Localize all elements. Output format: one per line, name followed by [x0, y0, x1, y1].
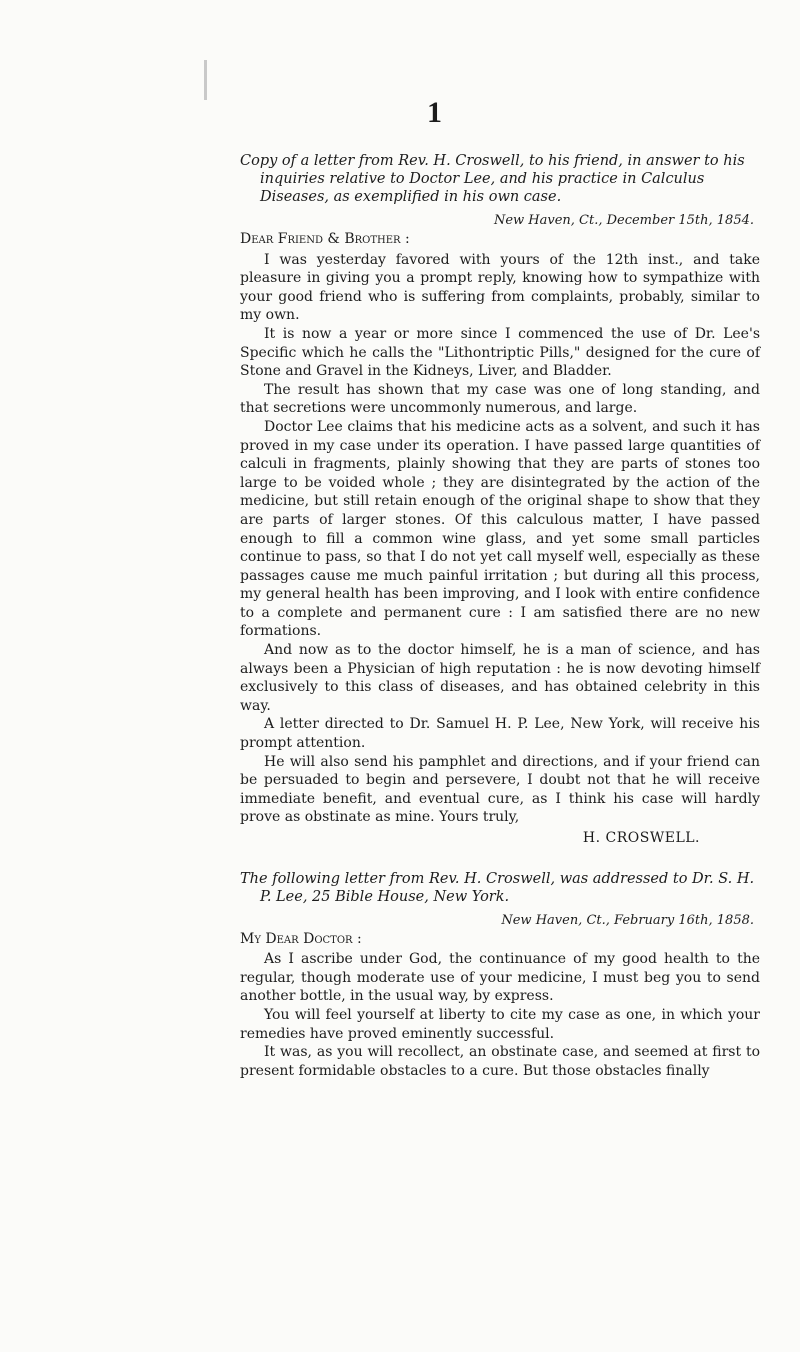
letter1-paragraph: Doctor Lee claims that his medicine acts as a solvent, and such it has proved in my case under its operation. I have passed large quantities of calculi in fragments, plainly showing that they are parts of stones too large to be voided whole ; they are disintegrated by the action of the medicine, but still retain enough of the original shape to show that they are parts of larger stones. Of this calculous matter, I have passed enough to fill a common wine glass, and yet some small particles continue to pass, so that I do not yet call myself well, especially as these passages cause me much painful irritation ; but during all this process, my general health has been improving, and I look with entire confidence to a complete and permanent cure : I am satisfied there are no new formations.: [240, 418, 760, 640]
letter1-paragraph: I was yesterday favored with yours of the 12th inst., and take pleasure in giving you a prompt reply, knowing how to sympathize with your good friend who is suffering from complaints, probably, similar to my own.: [240, 251, 760, 324]
text-column: [240, 152, 760, 1080]
letter1-paragraph: And now as to the doctor himself, he is a man of science, and has always been a Physician of high reputation : he is now devoting himself exclusively to this class of diseases, and has obtained celebrity in this way.: [240, 642, 760, 714]
letter2-paragraph: You will feel yourself at liberty to cite my case as one, in which your remedies have proved eminently successful.: [240, 1006, 760, 1042]
letter1-paragraph: The result has shown that my case was one of long standing, and that secretions were uncommonly numerous, and large.: [240, 381, 760, 417]
letter1-heading: Copy of a letter from Rev. H. Croswell, to his friend, in answer to his inquiries relative to Doctor Lee, and his practice in Calculus Diseases, as exemplified in his own case.: [240, 153, 745, 205]
letter1-paragraph: A letter directed to Dr. Samuel H. P. Lee, New York, will receive his prompt attention.: [240, 716, 760, 752]
letter2-heading: The following letter from Rev. H. Croswell, was addressed to Dr. S. H. P. Lee, 25 Bible House, New York.: [240, 870, 755, 905]
page-number: 1: [427, 96, 442, 129]
letter2-paragraph: It was, as you will recollect, an obstinate case, and seemed at first to present formidable obstacles to a cure. But those obstacles finally: [240, 1044, 760, 1079]
letter2-paragraph: As I ascribe under God, the continuance of my good health to the regular, though moderate use of your medicine, I must beg you to send another bottle, in the usual way, by express.: [240, 951, 760, 1005]
page-edge-mark: [204, 60, 207, 100]
letter2-salutation: My Dear Doctor :: [240, 930, 362, 947]
letter1-salutation: Dear Friend & Brother :: [240, 231, 410, 247]
letter1-signature: H. CROSWELL.: [582, 830, 700, 846]
letter1-paragraph: He will also send his pamphlet and directions, and if your friend can be persuaded to begin and persevere, I doubt not that he will receive immediate benefit, and eventual cure, as I think his case will hardly prove as obstinate as mine. Yours truly,: [240, 753, 760, 826]
letter1-dateline: New Haven, Ct., December 15th, 1854.: [493, 213, 754, 228]
letter2-dateline: New Haven, Ct., February 16th, 1858.: [501, 912, 754, 928]
letter1-paragraph: It is now a year or more since I commenced the use of Dr. Lee's Specific which he calls the "Lithontriptic Pills," designed for the cure of Stone and Gravel in the Kidneys, Liver, and Bladder.: [240, 325, 760, 380]
